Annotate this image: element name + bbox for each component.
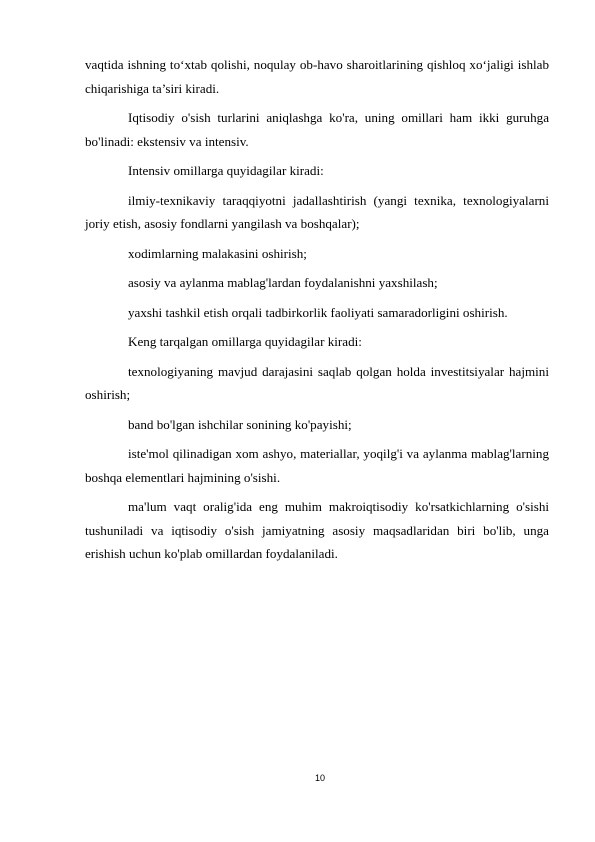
paragraph-growth-factors: Iqtisodiy o'sish turlarini aniqlashga ko'ra, uning omillari ham ikki guruhga bo'linadi: ekstensiv va intensiv. [85, 110, 549, 149]
document-page [85, 53, 549, 572]
paragraph-conclusion: ma'lum vaqt oralig'ida eng muhim makroiqtisodiy ko'rsatkichlarning o'sishi tushuniladi va iqtisodiy o'sish jamiyatning asosiy maqsadlaridan biri bo'lib, unga erishish uchun ko'plab omillardan foydalaniladi. [85, 499, 549, 561]
list-item-staff-qualification: xodimlarning malakasini oshirish; [128, 245, 307, 261]
list-item-investment-volume: texnologiyaning mavjud darajasini saqlab qolgan holda investitsiyalar hajmini oshirish; [85, 363, 549, 402]
list-item-raw-materials: iste'mol qilinadigan xom ashyo, materiallar, yoqilg'i va aylanma mablag'larning boshqa elementlari hajmining o'sishi. [85, 446, 549, 485]
paragraph-intro-continuation: vaqtida ishning to‘xtab qolishi, noqulay ob-havo sharoitlarining qishloq xo‘jaligi ishlab chiqarishiga ta’siri kiradi. [85, 57, 549, 96]
list-item-funds-usage: asosiy va aylanma mablag'lardan foydalanishni yaxshilash; [128, 275, 438, 290]
paragraph-extensive-heading: Keng tarqalgan omillarga quyidagilar kiradi: [128, 334, 362, 349]
list-item-scientific-progress: ilmiy-texnikaviy taraqqiyotni jadallashtirish (yangi texnika, texnologiyalarni joriy etish, asosiy fondlarni yangilash va boshqalar); [85, 192, 549, 231]
page-number: 10 [314, 773, 325, 783]
list-item-business-efficiency: yaxshi tashkil etish orqali tadbirkorlik faoliyati samaradorligini oshirish. [128, 304, 508, 320]
paragraph-intensive-heading: Intensiv omillarga quyidagilar kiradi: [128, 163, 324, 178]
list-item-employed-workers: band bo'lgan ishchilar sonining ko'payishi; [128, 416, 352, 432]
